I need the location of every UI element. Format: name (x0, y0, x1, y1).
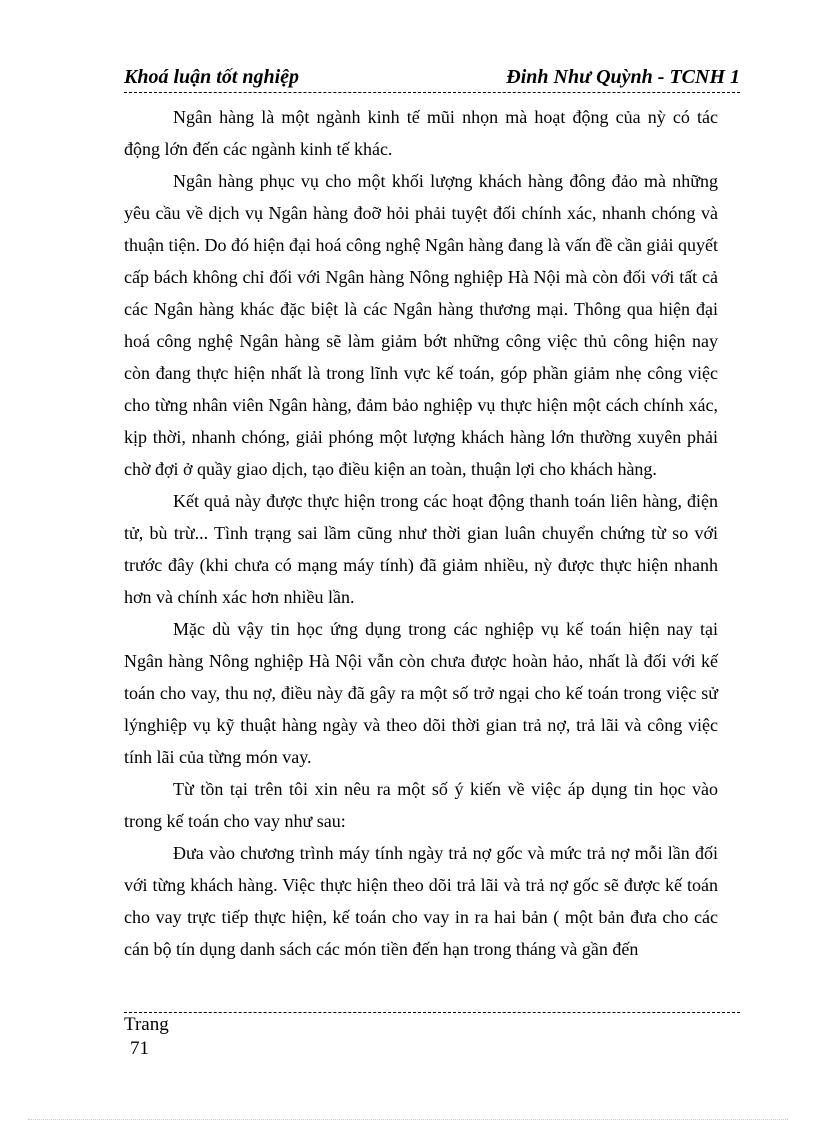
paragraph: Ngân hàng phục vụ cho một khối lượng khách hàng đông đảo mà những yêu cầu về dịch vụ Ngân hàng đoỡ hỏi phải tuyệt đối chính xác, nhanh chóng và thuận tiện. Do đó hiện đại hoá công nghệ Ngân hàng đang là vấn đề cần giải quyết cấp bách không chỉ đối với Ngân hàng Nông nghiệp Hà Nội mà còn đối với tất cả các Ngân hàng khác đặc biệt là các Ngân hàng thương mại. Thông qua hiện đại hoá công nghệ Ngân hàng sẽ làm giảm bớt những công việc thủ công hiện nay còn đang thực hiện nhất là trong lĩnh vực kế toán, góp phần giảm nhẹ công việc cho từng nhân viên Ngân hàng, đảm bảo nghiệp vụ thực hiện một cách chính xác, kịp thời, nhanh chóng, giải phóng một lượng khách hàng lớn thường xuyên phải chờ đợi ở quầy giao dịch, tạo điều kiện an toàn, thuận lợi cho khách hàng. (124, 171, 718, 479)
page-bottom-edge (28, 1119, 788, 1120)
body-text (124, 101, 718, 965)
header-author: Đinh Như Quỳnh - TCNH 1 (506, 66, 740, 88)
footer-page-label: Trang (124, 1014, 169, 1035)
header-thesis-title: Khoá luận tốt nghiệp (124, 66, 300, 88)
page-header (124, 64, 740, 90)
paragraph: Kết quả này được thực hiện trong các hoạt động thanh toán liên hàng, điện tử, bù trừ... Tình trạng sai lầm cũng như thời gian luân chuyển chứng từ so với trước đây (khi chưa có mạng máy tính) đã giảm nhiều, nỳ được thực hiện nhanh hơn và chính xác hơn nhiều lần. (124, 491, 718, 607)
paragraph: Ngân hàng là một ngành kinh tế mũi nhọn mà hoạt động của nỳ có tác động lớn đến các ngành kinh tế khác. (124, 107, 718, 159)
footer-page-number: 71 (130, 1038, 149, 1059)
header-divider (124, 92, 740, 93)
paragraph: Đưa vào chương trình máy tính ngày trả nợ gốc và mức trả nợ mỗi lần đối với từng khách hàng. Việc thực hiện theo dõi trả lãi và trả nợ gốc sẽ được kế toán cho vay trực tiếp thực hiện, kế toán cho vay in ra hai bản ( một bản đưa cho các cán bộ tín dụng danh sách các món tiền đến hạn trong tháng và gần đến (124, 843, 718, 959)
paragraph: Mặc dù vậy tin học ứng dụng trong các nghiệp vụ kế toán hiện nay tại Ngân hàng Nông nghiệp Hà Nội vẫn còn chưa được hoàn hảo, nhất là đối với kế toán cho vay, thu nợ, điều này đã gây ra một số trở ngại cho kế toán trong việc sử lýnghiệp vụ kỹ thuật hàng ngày và theo dõi thời gian trả nợ, trả lãi và công việc tính lãi của từng món vay. (124, 619, 718, 767)
footer-divider (124, 1012, 740, 1013)
paragraph: Từ tồn tại trên tôi xin nêu ra một số ý kiến về việc áp dụng tin học vào trong kế toán cho vay như sau: (124, 779, 718, 831)
